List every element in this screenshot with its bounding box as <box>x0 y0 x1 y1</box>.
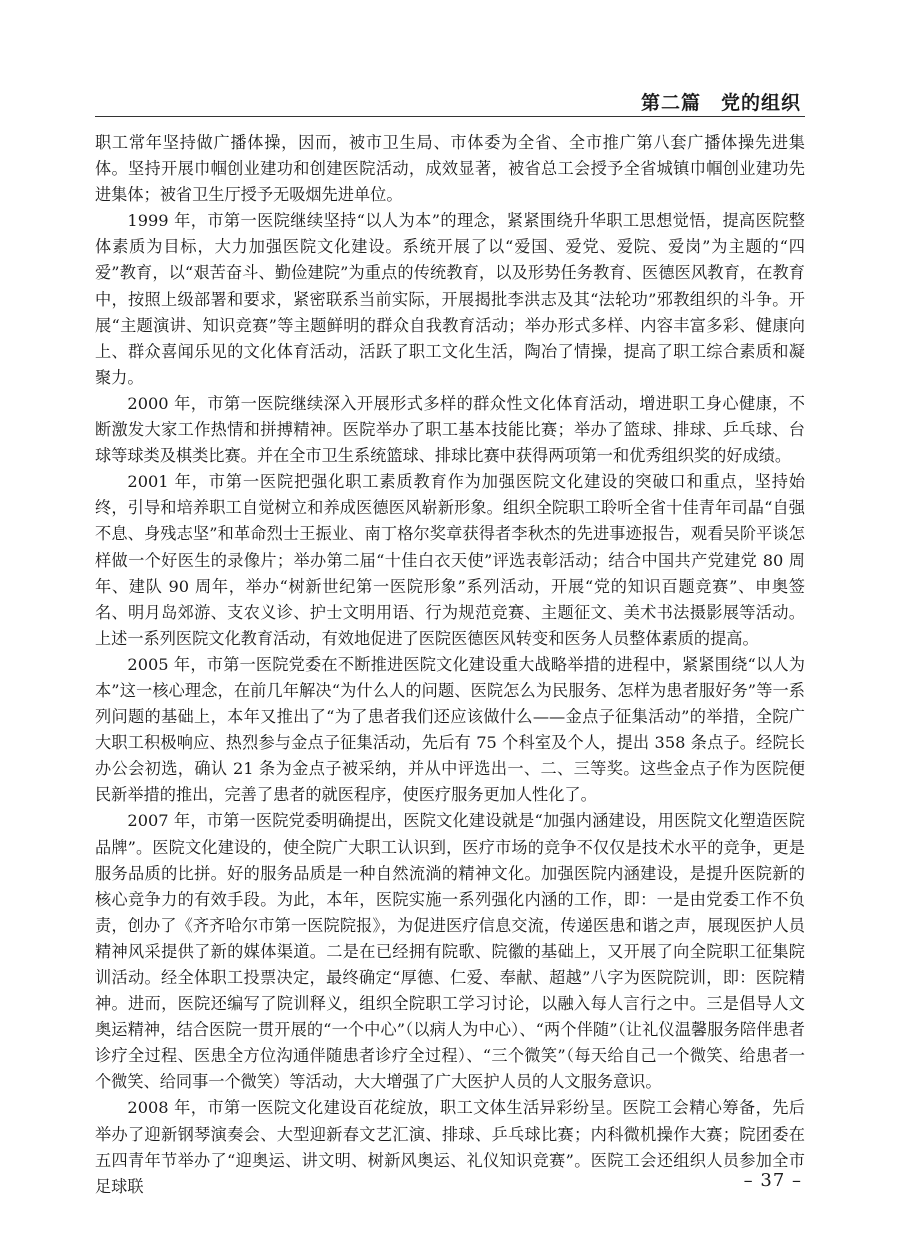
paragraph: 2007 年，市第一医院党委明确提出，医院文化建设就是“加强内涵建设，用医院文化塑造医院品牌”。医院文化建设的，使全院广大职工认识到，医疗市场的竞争不仅仅是技术水平的竞争，更是服务品质的比拼。好的服务品质是一种自然流淌的精神文化。加强医院内涵建设，是提升医院新的核心竞争力的有效手段。为此，本年，医院实施一系列强化内涵的工作，即：一是由党委工作不负责，创办了《齐齐哈尔市第一医院院报》，为促进医疗信息交流，传递医患和谐之声，展现医护人员精神风采提供了新的媒体渠道。二是在已经拥有院歌、院徽的基础上，又开展了向全院职工征集院训活动。经全体职工投票决定，最终确定“厚德、仁爱、奉献、超越”八字为医院院训，即：医院精神。进而，医院还编写了院训释义，组织全院职工学习讨论，以融入每人言行之中。三是倡导人文奥运精神，结合医院一贯开展的“一个中心”（以病人为中心）、“两个伴随”（让礼仪温馨服务陪伴患者诊疗全过程、医患全方位沟通伴随患者诊疗全过程）、“三个微笑”（每天给自己一个微笑、给患者一个微笑、给同事一个微笑）等活动，大大增强了广大医护人员的人文服务意识。 <box>95 811 805 1092</box>
paragraph: 1999 年，市第一医院继续坚持“以人为本”的理念，紧紧围绕升华职工思想觉悟，提高医院整体素质为目标，大力加强医院文化建设。系统开展了以“爱国、爱党、爱院、爱岗”为主题的“四爱”教育，以“艰苦奋斗、勤俭建院”为重点的传统教育，以及形势任务教育、医德医风教育，在教育中，按照上级部署和要求，紧密联系当前实际，开展揭批李洪志及其“法轮功”邪教组织的斗争。开展“主题演讲、知识竞赛”等主题鲜明的群众自我教育活动；举办形式多样、内容丰富多彩、健康向上、群众喜闻乐见的文化体育活动，活跃了职工文化生活，陶冶了情操，提高了职工综合素质和凝聚力。 <box>95 211 805 387</box>
paragraph: 职工常年坚持做广播体操，因而，被市卫生局、市体委为全省、全市推广第八套广播体操先进集体。坚持开展巾帼创业建功和创建医院活动，成效显著，被省总工会授予全省城镇巾帼创业建功先进集体；被省卫生厅授予无吸烟先进单位。 <box>95 133 805 205</box>
running-header <box>95 82 805 117</box>
paragraph: 2008 年，市第一医院文化建设百花绽放，职工文体生活异彩纷呈。医院工会精心筹备，先后举办了迎新钢琴演奏会、大型迎新春文艺汇演、排球、乒乓球比赛；内科微机操作大赛；院团委在五四青年节举办了“迎奥运、讲文明、树新风奥运、礼仪知识竞赛”。医院工会还组织人员参加全市足球联 <box>95 1098 805 1196</box>
paragraph: 2005 年，市第一医院党委在不断推进医院文化建设重大战略举措的进程中，紧紧围绕“以人为本”这一核心理念，在前几年解决“为什么人的问题、医院怎么为民服务、怎样为患者服好务”等一系列问题的基础上，本年又推出了“为了患者我们还应该做什么——金点子征集活动”的举措，全院广大职工积极响应、热烈参与金点子征集活动，先后有 75 个科室及个人，提出 358 条点子。经院长办公会初选，确认 21 条为金点子被采纳，并从中评选出一、二、三等奖。这些金点子作为医院便民新举措的推出，完善了患者的就医程序，使医疗服务更加人性化了。 <box>95 654 805 805</box>
body-text <box>95 130 805 1200</box>
paragraph: 2001 年，市第一医院把强化职工素质教育作为加强医院文化建设的突破口和重点，坚持始终，引导和培养职工自觉树立和养成医德医风崭新形象。组织全院职工聆听全省十佳青年司晶“自强不息、身残志坚”和革命烈士王振业、南丁格尔奖章获得者李秋杰的先进事迹报告，观看吴阶平谈怎样做一个好医生的录像片；举办第二届“十佳白衣天使”评选表彰活动；结合中国共产党建党 80 周年、建队 90 周年，举办“树新世纪第一医院形象”系列活动，开展“党的知识百题竞赛”、申奥签名、明月岛郊游、支农义诊、护士文明用语、行为规范竞赛、主题征文、美术书法摄影展等活动。上述一系列医院文化教育活动，有效地促进了医院医德医风转变和医务人员整体素质的提高。 <box>95 472 805 648</box>
section-title: 第二篇 党的组织 <box>640 92 801 114</box>
page-number: – 37 – <box>743 1170 802 1191</box>
paragraph: 2000 年，市第一医院继续深入开展形式多样的群众性文化体育活动，增进职工身心健康，不断激发大家工作热情和拼搏精神。医院举办了职工基本技能比赛；举办了篮球、排球、乒乓球、台球等球类及棋类比赛。并在全市卫生系统篮球、排球比赛中获得两项第一和优秀组织奖的好成绩。 <box>95 393 805 466</box>
